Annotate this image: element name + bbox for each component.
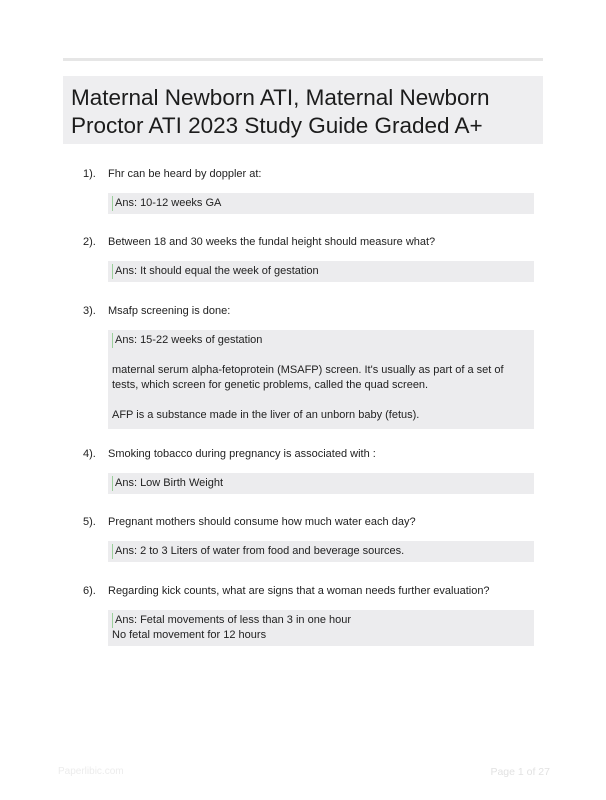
answer-line: AFP is a substance made in the liver of an unborn baby (fetus).: [112, 409, 420, 421]
title-line-1: Maternal Newborn ATI, Maternal Newborn: [71, 85, 490, 110]
answer-line: Ans: It should equal the week of gestation: [112, 264, 530, 279]
top-divider: [63, 58, 543, 61]
question-number: 2).: [83, 236, 96, 248]
title-box: [63, 76, 543, 144]
answer-line: Ans: 10-12 weeks GA: [112, 196, 530, 211]
question-number: 1).: [83, 168, 96, 180]
answer-box: [108, 473, 534, 494]
answer-box: [108, 610, 534, 646]
answer-box: [108, 261, 534, 282]
question-text: Between 18 and 30 weeks the fundal height should measure what?: [108, 236, 436, 248]
title-line-2: Proctor ATI 2023 Study Guide Graded A+: [71, 113, 483, 138]
question-number: 3).: [83, 305, 96, 317]
question-number: 5).: [83, 516, 96, 528]
question-number: 4).: [83, 448, 96, 460]
question-text: Regarding kick counts, what are signs that a woman needs further evaluation?: [108, 585, 490, 597]
question-text: Smoking tobacco during pregnancy is associated with :: [108, 448, 376, 460]
answer-line: Ans: 15-22 weeks of gestation: [112, 333, 530, 348]
question-number: 6).: [83, 585, 96, 597]
answer-box: [108, 541, 534, 562]
question-text: Fhr can be heard by doppler at:: [108, 168, 262, 180]
answer-line: maternal serum alpha-fetoprotein (MSAFP) screen. It's usually as part of a set of tests, which screen for genetic problems, called the quad screen.: [112, 364, 504, 391]
answer-line: Ans: Fetal movements of less than 3 in one hour: [112, 613, 530, 628]
answer-box: [108, 193, 534, 214]
question-text: Msafp screening is done:: [108, 305, 231, 317]
answer-line: Ans: Low Birth Weight: [112, 476, 530, 491]
page-indicator: Page 1 of 27: [490, 766, 550, 778]
answer-line: No fetal movement for 12 hours: [112, 629, 267, 641]
footer-site-watermark: Paperlibic.com: [58, 766, 124, 777]
answer-line: Ans: 2 to 3 Liters of water from food and beverage sources.: [112, 544, 530, 559]
question-text: Pregnant mothers should consume how much water each day?: [108, 516, 416, 528]
answer-box: [108, 330, 534, 429]
document-title: [71, 84, 535, 140]
